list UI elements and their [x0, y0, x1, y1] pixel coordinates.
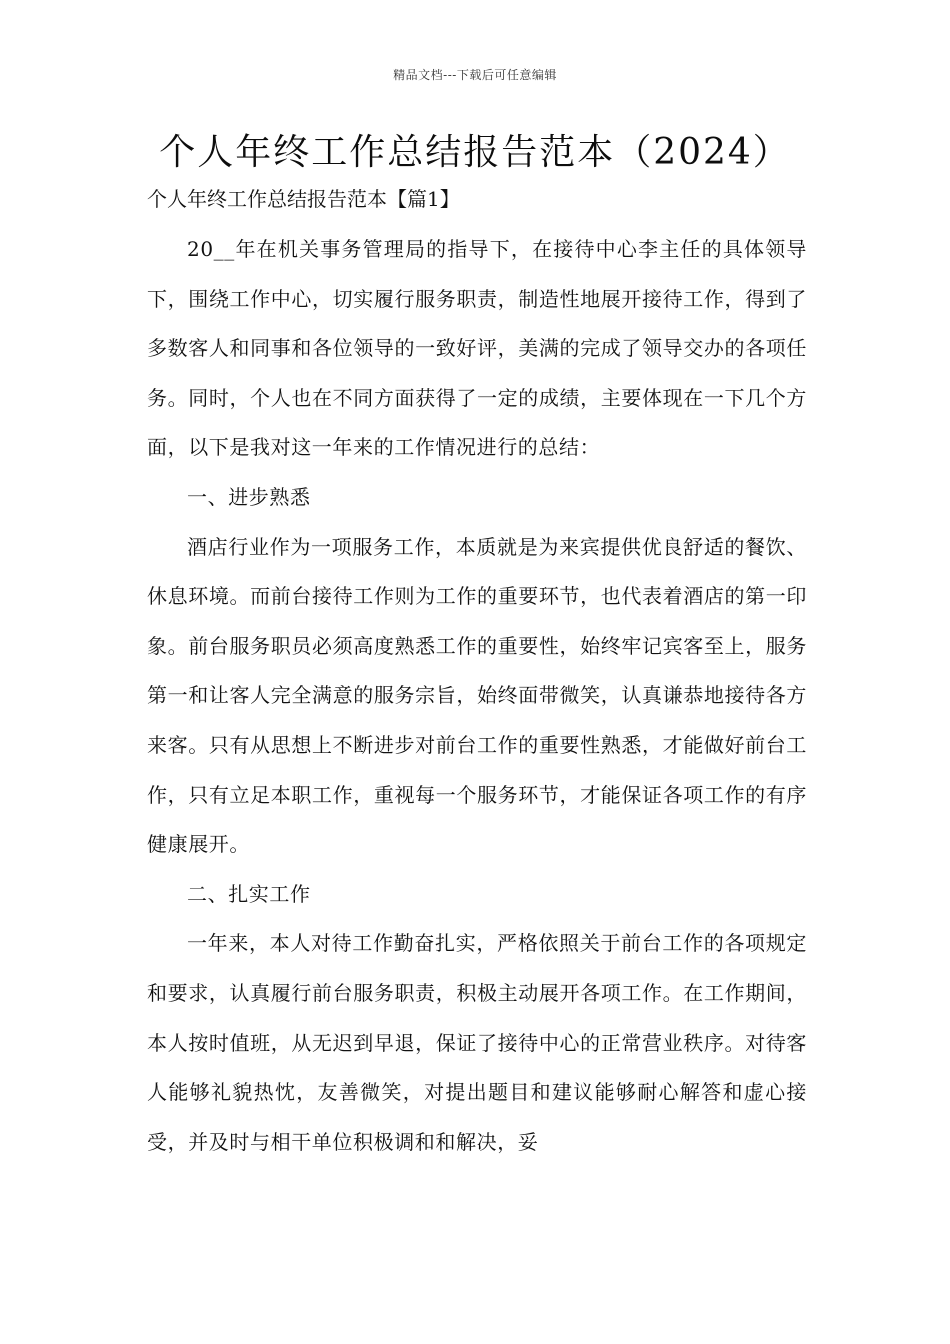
section-heading-2: 二、扎实工作: [187, 881, 311, 906]
section-subtitle: 个人年终工作总结报告范本【篇1】: [147, 187, 460, 211]
paragraph-intro: 20__年在机关事务管理局的指导下，在接待中心李主任的具体领导下，围绕工作中心，切实履行服务职责，制造性地展开接待工作，得到了多数客人和同事和各位领导的一致好评，美满的完成了领导交办的各项任务。同时，个人也在不同方面获得了一定的成绩，主要体现在一下几个方面，以下是我对这一年来的工作情况进行的总结：: [147, 237, 807, 460]
paragraph-2: 一年来，本人对待工作勤奋扎实，严格依照关于前台工作的各项规定和要求，认真履行前台服务职责，积极主动展开各项工作。在工作期间，本人按时值班，从无迟到早退，保证了接待中心的正常营业秩序。对待客人能够礼貌热忱，友善微笑，对提出题目和建议能够耐心解答和虚心接受，并及时与相干单位积极调和和解决，妥: [147, 931, 807, 1154]
document-title: 个人年终工作总结报告范本（2024）: [159, 132, 791, 173]
section-heading-1: 一、进步熟悉: [187, 484, 311, 509]
document-body: [147, 225, 807, 1167]
paragraph-1: 酒店行业作为一项服务工作，本质就是为来宾提供优良舒适的餐饮、休息环境。而前台接待工作则为工作的重要环节，也代表着酒店的第一印象。前台服务职员必须高度熟悉工作的重要性，始终牢记宾客至上，服务第一和让客人完全满意的服务宗旨，始终面带微笑，认真谦恭地接待各方来客。只有从思想上不断进步对前台工作的重要性熟悉，才能做好前台工作，只有立足本职工作，重视每一个服务环节，才能保证各项工作的有序健康展开。: [147, 534, 807, 857]
header-note: 精品文档---下载后可任意编辑: [393, 68, 557, 82]
